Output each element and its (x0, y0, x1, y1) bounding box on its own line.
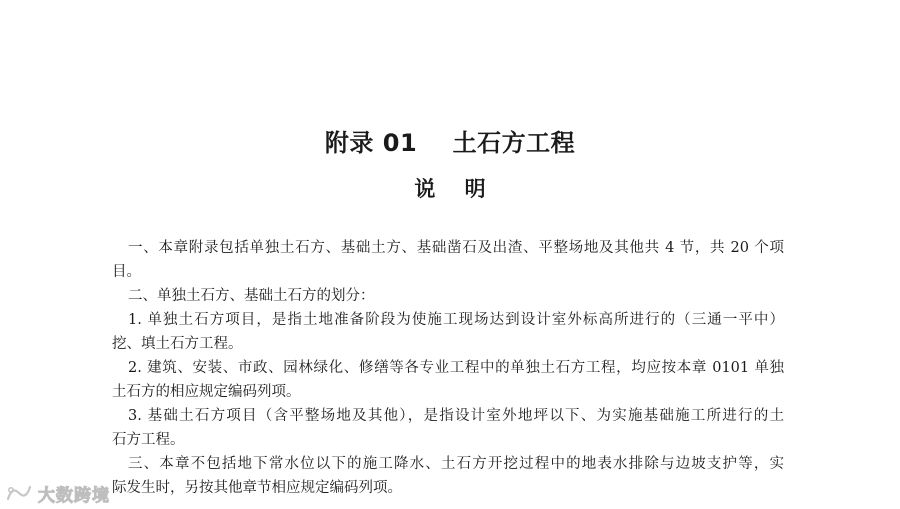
paragraph-line: 挖、填土石方工程。 (112, 336, 243, 352)
document-title: 附录 01 土石方工程 (324, 129, 576, 157)
paragraph-line: 三、本章不包括地下常水位以下的施工降水、土石方开挖过程中的地表水排除与边坡支护等，实 (128, 456, 784, 472)
paragraph-line: 际发生时，另按其他章节相应规定编码列项。 (112, 480, 402, 496)
paragraph-line: 3. 基础土石方项目（含平整场地及其他），是指设计室外地坪以下、为实施基础施工所进行的土 (128, 408, 784, 424)
paragraph-line: 2. 建筑、安装、市政、园林绿化、修缮等各专业工程中的单独土石方工程，均应按本章 0101 单独 (128, 360, 784, 376)
paragraph-line: 目。 (112, 264, 141, 280)
document-subtitle: 说 明 (414, 177, 486, 201)
paragraph-line: 土石方的相应规定编码列项。 (112, 384, 301, 400)
paragraph-line: 二、单独土石方、基础土石方的划分： (128, 288, 375, 304)
paragraph-line: 一、本章附录包括单独土石方、基础土方、基础凿石及出渣、平整场地及其他共 4 节，共 20 个项 (128, 240, 784, 256)
watermark-text: 大数跨境 (38, 485, 110, 506)
document-body (112, 236, 784, 500)
paragraph-line: 石方工程。 (112, 432, 185, 448)
logo-icon (6, 484, 32, 502)
watermark (6, 480, 110, 506)
paragraph-line: 1. 单独土石方项目，是指土地准备阶段为使施工现场达到设计室外标高所进行的（三通一平中） (128, 312, 784, 328)
